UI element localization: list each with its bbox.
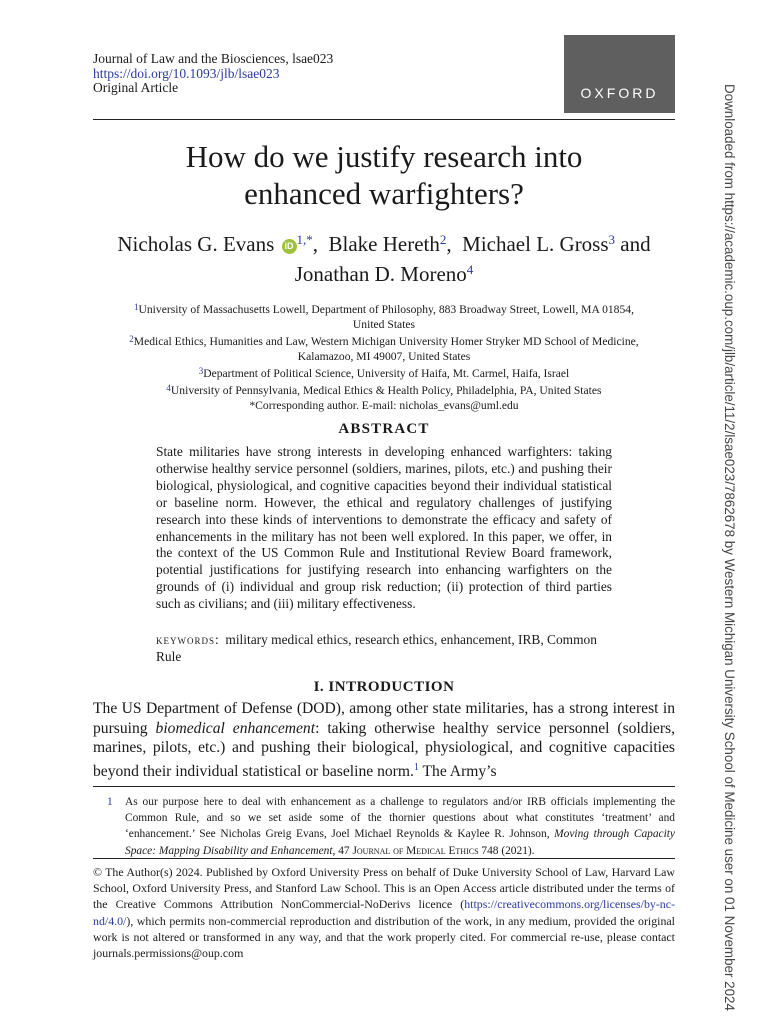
intro-paragraph [93,699,675,781]
affiliation-number: 1 [134,302,139,312]
affiliation [93,381,675,398]
author-list: Nicholas G. Evans iD $^{1,*}$, Blake Hereth$^2$, Michael L. Gross$^3$ and Jonathan D. Moreno$^4$ [117,232,651,286]
affiliation-number: 4 [166,383,171,393]
footnote-book-title: Moving through Capacity Space: Mapping Disability and Enhancement [125,828,675,857]
intro-text: The Army’s [418,762,497,780]
title-line-2: enhanced warfighters? [244,176,524,211]
affiliation-ref[interactable]: 2 [439,232,447,247]
article-type: Original Article [93,80,179,95]
intro-emphasis: biomedical enhancement [155,719,316,737]
download-watermark [722,84,744,1011]
keywords-text: military medical ethics, research ethics, enhancement, IRB, Common Rule [156,632,597,664]
doi-link[interactable]: https://doi.org/10.1093/jlb/lsae023 [93,65,280,81]
affiliation-text: Medical Ethics, Humanities and Law, Western Michigan University Homer Stryker MD School of Medicine, [133,335,639,348]
header-divider [93,119,675,120]
footnote-divider [93,786,675,787]
affiliation-number: 3 [198,366,204,376]
author-conjunction: and [620,232,651,256]
abstract-text: State militaries have strong interests in developing enhanced warfighters: taking otherwise healthy service personnel (soldiers, marines, pilots, etc.) and pushing their biological, physiological, and cognitive capacities beyond their individual statistical or baseline norm. However, the ethical and regulatory challenges of justifying research into these kinds of interventions to demonstrate the efficacy and safety of enhancements in the military has not been well explored. In this paper, we offer, in the context of the US Common Rule and Institutional Review Board framework, potential justifications for justifying research into enhancing warfighters on the grounds of (i) individual and group risk reduction; (ii) protection of third parties such as civilians; and (iii) military effectiveness. [156,444,612,612]
title-line-1: How do we justify research into [185,139,583,174]
affiliation-number: 2 [129,334,134,344]
keywords: keywords: military medical ethics, research ethics, enhancement, IRB, Common Rule [156,632,597,664]
affiliation-text: Kalamazoo, MI 49007, United States [297,350,471,363]
journal-citation: Journal of Law and the Biosciences, lsae023 [93,51,334,66]
license-link[interactable]: https://creativecommons.org/licenses/by-nc-nd/4.0/ [93,897,675,928]
copyright-text: ), which permits non-commercial reproduction and distribution of the work, in any medium, provided the original work is not altered or transformed in any way, and that the work properly cited. For commercial re-use, please contact journals.permissions@oup.com [93,913,675,961]
affiliation [93,364,675,381]
affiliation-ref[interactable]: 1,* [296,232,313,247]
corresponding-author: *Corresponding author. E-mail: nicholas_evans@uml.edu [249,399,519,412]
affiliation [93,332,675,364]
copyright-text: © The Author(s) 2024. Published by Oxford University Press on behalf of Duke University School of Law, Harvard Law School, Oxford University Press, and Stanford Law School. This is an Open Access article distributed under the terms of the Creative Commons Attribution NonCommercial-NoDerivs licence ( [93,865,675,912]
author-name: Nicholas G. Evans [117,232,275,256]
affiliation-text: University of Pennsylvania, Medical Ethics & Health Policy, Philadelphia, PA, United States [170,384,602,397]
article-title [93,138,675,212]
footnote-text: As our purpose here to deal with enhancement as a challenge to regulators and/or IRB officials implementing the Common Rule, and so we set aside some of the thornier questions about what constitutes ‘treatment’ and ‘enhancement.’ See Nicholas Greig Evans, Joel Michael Reynolds & Kaylee R. Johnson, [125,796,675,841]
download-watermark-text: Downloaded from https://academic.oup.com/jlb/article/11/2/lsae023/7862678 by Western Michigan University School of Medicine user on 01 November 2024 [722,84,737,1011]
affiliations [93,300,675,413]
intro-text: : taking otherwise healthy service personnel (soldiers, marines, pilots, etc.) and pushing their biological, physiological, and cognitive capacities beyond their individual statistical or baseline norm. [93,719,676,780]
affiliation-ref[interactable]: 4 [466,262,474,277]
journal-header [93,52,333,96]
author-name: Blake Hereth [328,232,440,256]
orcid-icon[interactable]: iD [282,239,297,254]
abstract-heading: ABSTRACT [338,421,430,437]
author-name: Michael L. Gross [462,232,609,256]
copyright-divider [93,858,675,859]
keywords-label: keywords [156,632,215,647]
affiliation-text: University of Massachusetts Lowell, Department of Philosophy, 883 Broadway Street, Lowell, MA 01854, [138,303,634,316]
affiliation [93,300,675,332]
oxford-logo-text: OXFORD [580,85,659,101]
footnote-volume: , 47 [332,844,353,857]
section-heading: I. INTRODUCTION [313,679,455,695]
footnote-text-block [125,794,675,859]
footnote-ref[interactable]: 1 [413,761,419,773]
footnote [93,794,675,859]
intro-text: The US Department of Defense (DOD), among other state militaries, has a strong interest in pursuing [93,700,675,737]
oxford-logo [564,35,675,113]
footnote-number[interactable]: 1 [107,796,113,808]
affiliation-text: United States [352,318,416,331]
footnote-pages: 748 (2021). [478,844,535,857]
affiliation-ref[interactable]: 3 [608,232,616,247]
affiliation-text: Department of Political Science, University of Haifa, Mt. Carmel, Haifa, Israel [203,367,570,380]
footnote-journal: Journal of Medical Ethics [352,844,479,857]
copyright-notice [93,864,675,961]
author-name: Jonathan D. Moreno [294,262,467,286]
